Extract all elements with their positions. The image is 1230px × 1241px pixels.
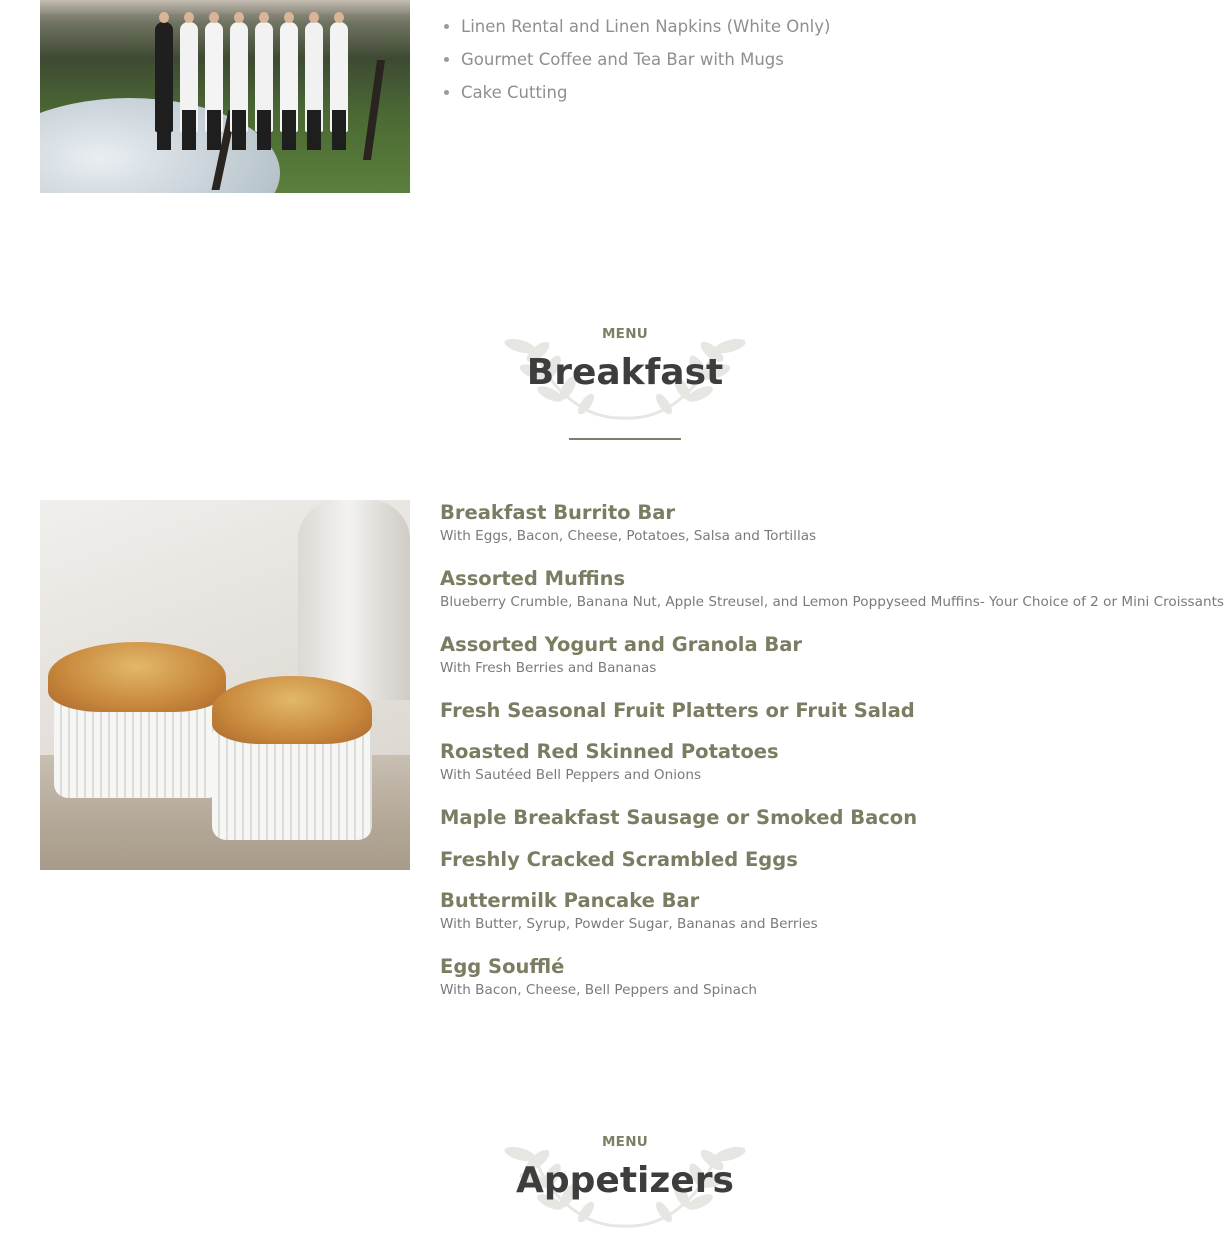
menu-item-name: Maple Breakfast Sausage or Smoked Bacon <box>440 806 918 829</box>
menu-item <box>440 500 816 546</box>
section-eyebrow: MENU <box>601 326 649 342</box>
breakfast-section-header <box>490 310 760 440</box>
menu-item-name: Roasted Red Skinned Potatoes <box>440 740 779 763</box>
menu-item-name: Breakfast Burrito Bar <box>440 501 675 524</box>
menu-item <box>440 847 798 873</box>
menu-item <box>440 739 779 785</box>
menu-item <box>440 632 802 678</box>
menu-item-description: With Butter, Syrup, Powder Sugar, Bananas and Berries <box>440 916 818 932</box>
menu-item <box>440 698 915 724</box>
menu-item-description: With Sautéed Bell Peppers and Onions <box>440 767 702 783</box>
appetizers-section-header <box>490 1118 760 1241</box>
included-services-list <box>440 10 830 109</box>
menu-item-name: Assorted Muffins <box>440 567 626 590</box>
menu-item-description: With Fresh Berries and Bananas <box>440 660 657 676</box>
menu-item <box>440 805 917 831</box>
menu-item-description: With Bacon, Cheese, Bell Peppers and Spinach <box>440 982 758 998</box>
title-underline <box>569 438 681 440</box>
egg-souffle-photo <box>40 500 410 870</box>
list-item: • Linen Rental and Linen Napkins (White Only) <box>461 10 830 43</box>
menu-item-name: Egg Soufflé <box>440 955 565 978</box>
section-eyebrow: MENU <box>601 1134 649 1150</box>
list-item: • Cake Cutting <box>461 76 830 109</box>
menu-item-name: Freshly Cracked Scrambled Eggs <box>440 848 798 871</box>
section-title: Appetizers <box>516 1160 734 1201</box>
list-item: • Gourmet Coffee and Tea Bar with Mugs <box>461 43 830 76</box>
catering-staff-photo <box>40 0 410 193</box>
section-title: Breakfast <box>526 352 724 393</box>
menu-item-name: Fresh Seasonal Fruit Platters or Fruit Salad <box>440 699 915 722</box>
menu-item <box>440 566 1224 612</box>
menu-item-description: With Eggs, Bacon, Cheese, Potatoes, Salsa and Tortillas <box>440 528 817 544</box>
menu-item <box>440 954 757 1000</box>
menu-item-name: Assorted Yogurt and Granola Bar <box>440 633 803 656</box>
menu-item <box>440 888 818 934</box>
menu-item-description: Blueberry Crumble, Banana Nut, Apple Streusel, and Lemon Poppyseed Muffins- Your Choice of 2 or Mini Croissants <box>440 594 1224 610</box>
menu-item-name: Buttermilk Pancake Bar <box>440 889 700 912</box>
